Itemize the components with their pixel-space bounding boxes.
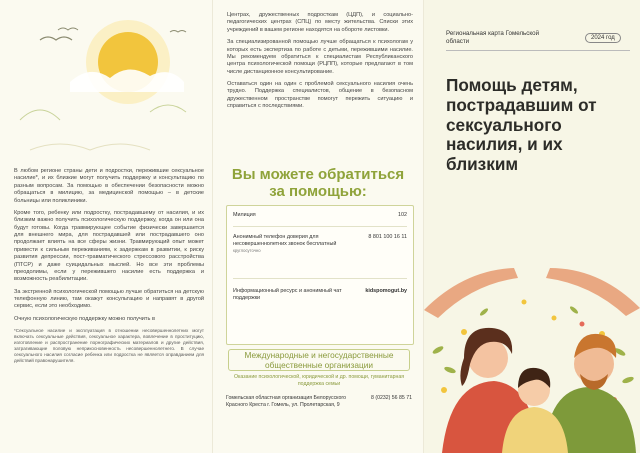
contact-label: Милиция bbox=[233, 212, 256, 218]
contact-link[interactable]: kidspomogut.by bbox=[365, 288, 407, 294]
help-heading-line1: Вы можете обратиться bbox=[231, 166, 405, 183]
contact-sublabel: круглосуточно bbox=[233, 248, 261, 254]
intl-org-heading: Международные и негосударственные общественные организации bbox=[228, 349, 410, 371]
contact-label: Информационный ресурс и анонимный чат поддержки bbox=[233, 288, 342, 302]
left-panel bbox=[0, 0, 212, 453]
paragraph: Центрах, дружественных подросткам (ЦДП), и социально-педагогических центрах (СПЦ) по месту жительства. Списки этих учреждений в вашем регионе находятся на обороте листовки. bbox=[227, 12, 413, 33]
contact-label bbox=[233, 234, 348, 253]
paragraph: Очную психологическую поддержку можно получить в bbox=[14, 315, 155, 322]
footnote: *Сексуальное насилие и эксплуатация в отношении несовершеннолетних могут включать сексуальные действия, сексуальное характера, вовлечение в проституцию, изготовление и распространение порнографических материалов и другие действия, затрагивающие половую неприкосновенность несовершеннолетнего. В случае сексуального насилия согласие ребенка или подростка не является оправданием для действий правонарушителя. bbox=[14, 328, 204, 363]
middle-panel-text bbox=[227, 12, 413, 116]
contact-row-police bbox=[233, 212, 407, 219]
paragraph: Оставаться один на один с проблемой сексуального насилия очень трудно. Поддержка специалистов, общение в безопасном дружественном пространстве помогут пережить ситуацию и справиться с последствиями. bbox=[227, 81, 413, 110]
divider bbox=[233, 278, 407, 279]
help-heading bbox=[212, 166, 424, 201]
cover-title: Помощь детям, пострадавшим от сексуального насилия, и их близким bbox=[446, 75, 597, 175]
region-label: Региональная карта Гомельской области bbox=[446, 30, 540, 45]
left-panel-text bbox=[14, 168, 204, 369]
paragraph: За специализированной помощью лучше обращаться к психологам у которых есть экспертиза по работе с детьми, пережившими насилие. Мы рекомендуем обратиться к специалистам Республиканского центра психологической помощи (РЦПП), которые предлагают в том числе дистанционное консультирование. bbox=[227, 39, 413, 75]
divider bbox=[446, 50, 630, 51]
paragraph: За экстренной психологической помощью лучше обратиться на детскую телефонную линию, там окажут консультацию и направят в другой сервис, если это необходимо. bbox=[14, 288, 204, 310]
sun-birds-illustration bbox=[0, 0, 212, 165]
contact-value[interactable]: 8 801 100 16 11 bbox=[368, 234, 407, 240]
contact-row-hotline bbox=[233, 234, 407, 253]
org-row-red-cross bbox=[226, 395, 412, 409]
org-label: Гомельская областная организация Белорусского Красного Креста г. Гомель, ул. Пролетарская, 9 bbox=[226, 395, 347, 408]
contacts-table bbox=[226, 205, 414, 345]
org-phone[interactable]: 8 (0232) 56 85 71 bbox=[371, 395, 412, 401]
divider bbox=[233, 226, 407, 227]
paragraph: В любом регионе страны дети и подростки, пережившие сексуальное насилие*, и их близкие могут получить поддержку и консультацию по разным вопросам. За помощью в обеспечении безопасности можно обращаться в милицию, за медицинской помощью – в детские больницы или поликлиники. bbox=[14, 168, 204, 204]
family-illustration bbox=[424, 240, 640, 453]
year-badge: 2024 год bbox=[585, 33, 621, 43]
contact-row-resource bbox=[233, 288, 407, 302]
paragraph: Кроме того, ребенку или подростку, пострадавшему от насилия, и их близким важно получить психологическую поддержку, когда он или она будут готовы. Когда травмирующее событие физически завершается для внешнего мира, для пострадавшей или пострадавшего оно продолжает влиять на все сферы жизни. Травмирующий опыт может привести к сильным переживаниям, к задержкам в развитии, к риску развития депрессии, пост-травматического стрессового расстройства (ПТСР) и даже суицидальных мыслей. Но все эти проблемы преодолимы, если у пережившего насилие есть поддержка и возможность реабилитации. bbox=[14, 209, 204, 283]
intl-org-subheading: Оказание психологической, юридической и др. помощи, гуманитарная поддержка семьи bbox=[233, 374, 405, 387]
contact-label-text: Анонимный телефон доверия для несовершеннолетних звонок бесплатный bbox=[233, 234, 337, 248]
contact-value[interactable]: 102 bbox=[398, 212, 407, 218]
help-heading-line2: за помощью: bbox=[269, 183, 367, 201]
